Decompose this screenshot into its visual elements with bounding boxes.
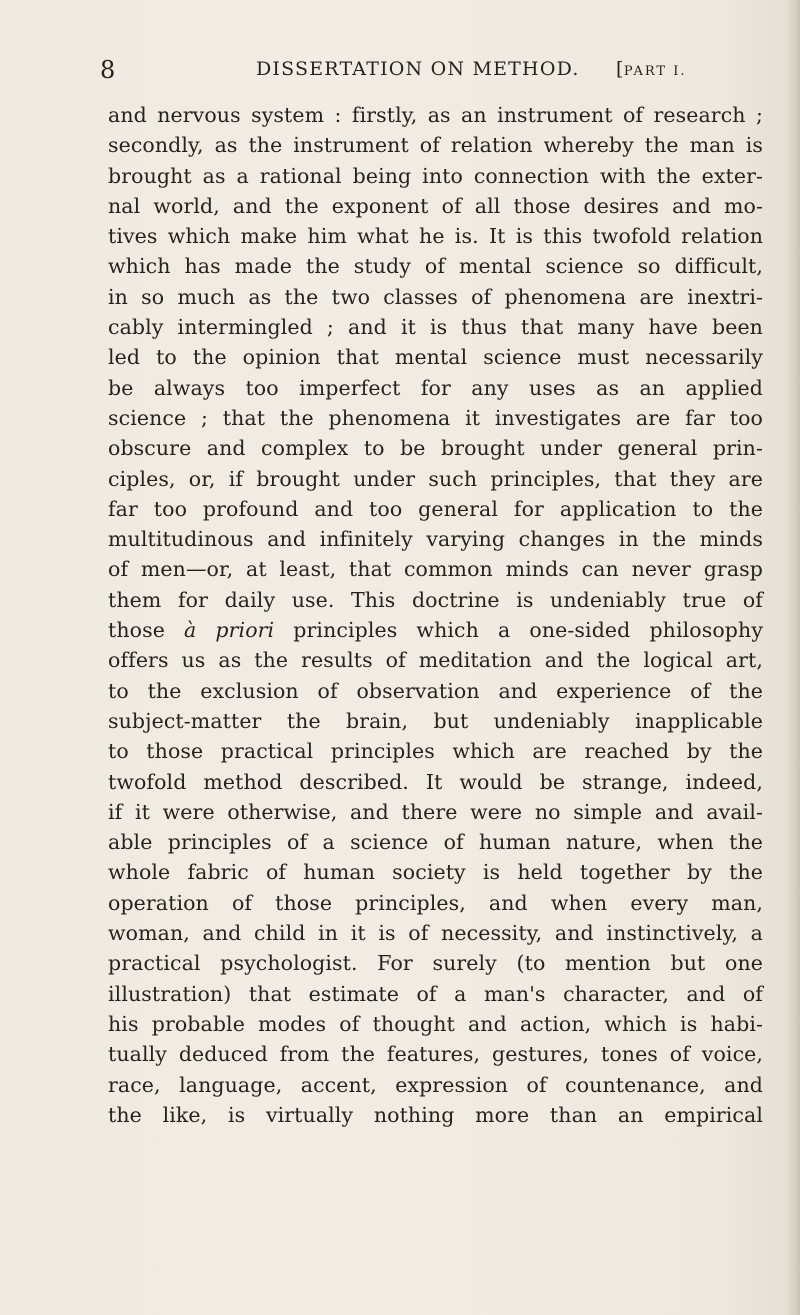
text-line: the like, is virtually nothing more than an empirical [108,1102,763,1127]
text-line: twofold method described. It would be strange, indeed, [108,769,763,794]
text-line: secondly, as the instrument of relation whereby the man is [108,133,763,158]
text-line: science ; that the phenomena it investigates are far too [108,405,763,430]
text-line: them for daily use. This doctrine is undeniably true of [108,587,763,612]
italic-phrase: à priori [184,618,275,643]
text-line: ciples, or, if brought under such principles, that they are [108,466,763,491]
text-line: operation of those principles, and when every man, [108,890,763,915]
text-line: which has made the study of mental science so difficult, [108,254,763,279]
text-line: multitudinous and infinitely varying changes in the minds [108,527,763,552]
page-number: 8 [100,56,116,84]
text-line: if it were otherwise, and there were no simple and avail- [108,799,763,824]
page-header [100,56,700,86]
text-line: brought as a rational being into connection with the exter- [108,163,763,188]
body-text [108,100,763,1130]
text-line: able principles of a science of human nature, when the [108,830,763,855]
text-line: whole fabric of human society is held together by the [108,860,763,885]
text-line: illustration) that estimate of a man's character, and of [108,981,763,1006]
text-line: woman, and child in it is of necessity, and instinctively, a [108,921,763,946]
text-line: nal world, and the exponent of all those desires and mo- [108,193,763,218]
text-line: his probable modes of thought and action, which is habi- [108,1011,763,1036]
part-label: [PART I. [616,58,687,80]
text-line: led to the opinion that mental science must necessarily [108,345,763,370]
part-label-smallcaps: PART I. [623,64,687,79]
text-line: tually deduced from the features, gestures, tones of voice, [108,1042,763,1067]
text-line: to the exclusion of observation and experience of the [108,678,763,703]
text-line: and nervous system : firstly, as an instrument of research ; [108,103,763,127]
text-line: obscure and complex to be brought under general prin- [108,436,763,461]
text-line: subject-matter the brain, but undeniably inapplicable [108,708,763,733]
text-line: of men—or, at least, that common minds can never grasp [108,557,763,582]
text-line: offers us as the results of meditation and the logical art, [108,648,763,673]
text-line: to those practical principles which are reached by the [108,739,763,764]
text-line: be always too imperfect for any uses as an applied [108,375,763,400]
running-title: DISSERTATION ON METHOD. [256,58,580,80]
text-line: practical psychologist. For surely (to mention but one [108,951,763,976]
text-line: in so much as the two classes of phenomena are inextri- [108,284,763,309]
text-line: race, language, accent, expression of countenance, and [108,1072,763,1097]
text-line: those à priori principles which a one-sided philosophy [108,618,764,643]
text-line: tives which make him what he is. It is this twofold relation [108,224,763,249]
text-line: far too profound and too general for application to the [108,496,763,521]
text-line: cably intermingled ; and it is thus that many have been [108,315,763,340]
page-edge-shadow [786,0,800,1315]
